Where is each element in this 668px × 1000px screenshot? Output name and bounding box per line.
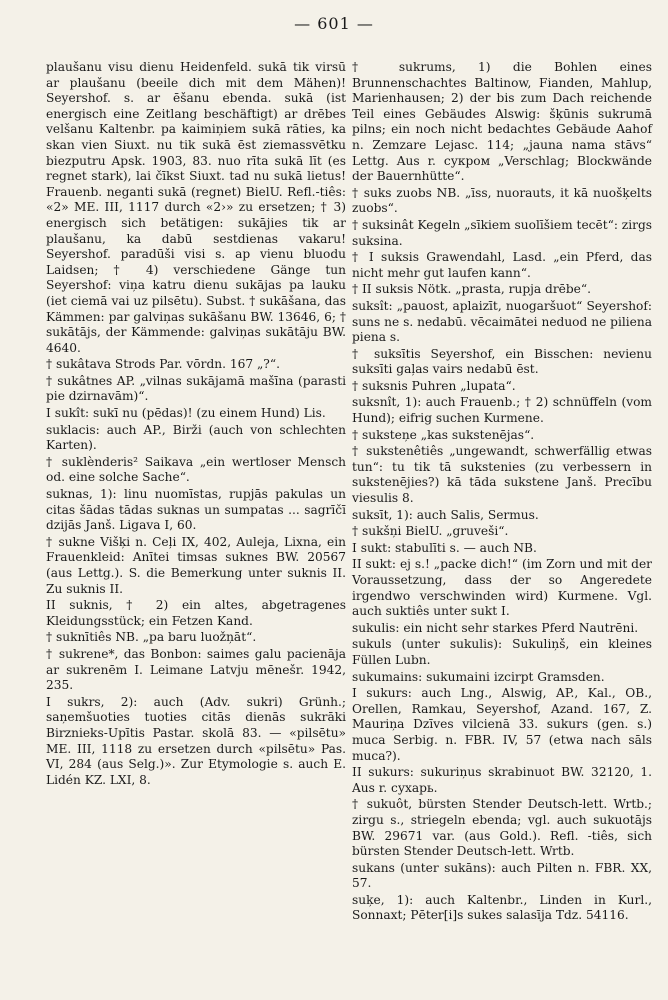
dictionary-entry: † suksinât Kegeln „sīkiem suolīšiem tecēt“: zirgs suksina. <box>352 217 653 248</box>
dictionary-entry: sukulis: ein nicht sehr starkes Pferd Nautrēni. <box>352 620 639 635</box>
dictionary-entry: suksnît, 1): auch Frauenb.; † 2) schnüffeln (vom Hund); eifrig suchen Kurmene. <box>352 395 652 426</box>
dictionary-entry: II sukurs: sukuriņus skrabinuot BW. 32120, 1. Aus r. сухарь. <box>352 765 652 795</box>
dictionary-entry: † sukâtava Strods Par. vōrdn. 167 „?“. <box>46 357 280 372</box>
dictionary-entry: † sukšņi BielU. „gruveši“. <box>352 524 509 539</box>
dictionary-entry: II sukt: ej s.! „packe dich!“ (im Zorn und mit der Voraussetzung, dass der so Angeredete irgendwo verschwinden wird) Kurmene. Vgl. auch suktiês unter sukt I. <box>352 557 652 619</box>
dictionary-entry: † suks zuobs NB. „īss, nuorauts, it kā nuošķelts zuobs“. <box>352 185 652 216</box>
dictionary-entry: † sukne Višķi n. Ceļi IX, 402, Auleja, Lixna, ein Frauenkleid: Anītei timsas suknes BW. 20567 (aus Lettg.). S. die Bemerkung unter suknis II. Zu suknis II. <box>46 534 346 596</box>
dictionary-entry: suksīt, 1): auch Salis, Sermus. <box>352 507 539 522</box>
dictionary-entry: sukans (unter sukāns): auch Pilten n. FBR. XX, 57. <box>352 860 652 891</box>
dictionary-entry: suklacis: auch AP., Birži (auch von schlechten Karten). <box>46 422 346 453</box>
dictionary-entry: † suksītis Seyershof, ein Bisschen: nevienu suksīti gaļas vairs nedabū ēst. <box>352 346 652 377</box>
dictionary-entry: I sukt: stabulīti s. — auch NB. <box>352 540 537 555</box>
dictionary-entry: † I suksis Grawendahl, Lasd. „ein Pferd, das nicht mehr gut laufen kann“. <box>352 250 652 280</box>
right-column <box>352 60 652 925</box>
dictionary-entry: † suksnis Puhren „lupata“. <box>352 378 516 393</box>
dictionary-entry: † sukstenêtiês „ungewandt, schwerfällig etwas tun“: tu tik tā sukstenies (zu verbessern in sukstenējies?) kā tāda sukstene Janš. Precību viesulis 8. <box>352 444 652 506</box>
dictionary-entry: I sukurs: auch Lng., Alswig, AP., Kal., OB., Orellen, Ramkau, Seyershof, Azand. 167, Z. Mauriņa Dzīves vilcienā 33. sukurs (gen. s.) muca Serbig. n. FBR. IV, 57 (etwa nach sāls muca?). <box>352 686 652 763</box>
dictionary-entry: suķe, 1): auch Kaltenbr., Linden in Kurl., Sonnaxt; Pēter[i]s sukes salasīja Tdz. 54116. <box>352 892 652 923</box>
dictionary-entry: suknas, 1): linu nuomīstas, rupjās pakulas un citas šādas tādas suknas un sumpatas ... sagrīčī dzijās Janš. Ligava I, 60. <box>46 487 346 533</box>
dictionary-entry: † suklènderis² Saikava „ein wertloser Mensch od. eine solche Sache“. <box>46 454 346 485</box>
dictionary-entry: sukumains: sukumaini izcirpt Gramsden. <box>352 669 605 684</box>
page-number: — 601 — <box>294 14 374 33</box>
dictionary-entry: suksît: „pauost, aplaizīt, nuogaršuot“ Seyershof: suns ne s. nedabū. vēcaimātei neduod ne piliena piena s. <box>352 298 652 345</box>
dictionary-entry: † II suksis Nötk. „prasta, rupja drēbe“. <box>352 282 592 297</box>
dictionary-entry: I sukît: sukī nu (pēdas)! (zu einem Hund) Lis. <box>46 406 326 421</box>
dictionary-entry: II suknis, † 2) ein altes, abgetragenes Kleidungsstück; ein Fetzen Kand. <box>46 598 346 628</box>
dictionary-entry: † suksteņe „kas sukstenējas“. <box>352 427 535 442</box>
dictionary-entry: † sukrums, 1) die Bohlen eines Brunnenschachtes Baltinow, Fianden, Mahlup, Marienhausen; 2) der bis zum Dach reichende Teil eines Gebäudes Alswig: šķūnis sukrumā pilns; ein noch nicht bedachtes Gebäude Aahof n. Zemzare Lejasc. 114; „jauna nama stāvs“ Lettg. Aus r. сукром „Verschlag; Blockwände der Bauernhütte“. <box>352 60 652 184</box>
left-column <box>46 60 346 789</box>
dictionary-entry: † suknītiês NB. „pa baru luožņāt“. <box>46 630 257 645</box>
dictionary-entry: † sukuôt, bürsten Stender Deutsch-lett. Wrtb.; zirgu s., striegeln ebenda; vgl. auch sukuotājs BW. 29671 var. (aus Gold.). Refl. -tiês, sich bürsten Stender Deutsch-lett. Wrtb. <box>352 797 652 859</box>
dictionary-entry: plaušanu visu dienu Heidenfeld. sukā tik virsū ar plaušanu (beeile dich mit dem Mähen)! Seyershof. s. ar ēšanu ebenda. sukā (ist energisch eine Zeitlang beschäftigt) ar drēbes velšanu Kaltenbr. pa kaimiņiem sukā rāties, ka skan vien Siuxt. nu tik sukā ēst ziemassvētku biezputru Apsk. 1903, 83. nuo rīta sukā līt (es regnet stark), lai čīkst Siuxt. tad nu sukā lietus! Frauenb. neganti sukā (regnet) BielU. Refl.-tiês: «2» ME. III, 1117 durch «2›» zu ersetzen; † 3) energisch sich betätigen: sukājies tik ar plaušanu, ka dabū sestdienas vakaru! Seyershof. paradūši visi s. ap vienu bluodu Laidsen; † 4) verschiedene Gänge tun Seyershof: viņa katru dienu sukājas pa lauku (iet ciemā vai uz pilsētu). Subst. † sukāšana, das Kämmen: par galviņas sukāšanu BW. 13646, 6; † sukātājs, der Kämmende: galviņas sukātāju BW. 4640. <box>46 60 346 355</box>
dictionary-entry: sukuls (unter sukulis): Sukuliņš, ein kleines Füllen Lubn. <box>352 637 652 667</box>
dictionary-entry: † sukrene*, das Bonbon: saimes galu pacienāja ar sukrenēm I. Leimane Latvju mēnešr. 1942, 235. <box>46 646 346 693</box>
dictionary-entry: I sukrs, 2): auch (Adv. sukri) Grünh.; saņemšuoties tuoties citās dienās sukrāki Birznieks-Upītis Pastar. skolā 83. — «pilsētu» ME. III, 1118 zu ersetzen durch «pilsētu» Pas. VI, 284 (aus Selg.)». Zur Etymologie s. auch E. Lidén KZ. LXI, 8. <box>46 694 346 787</box>
dictionary-entry: † sukâtnes AP. „vilnas sukājamā mašīna (parasti pie dzirnavām)“. <box>46 373 346 404</box>
